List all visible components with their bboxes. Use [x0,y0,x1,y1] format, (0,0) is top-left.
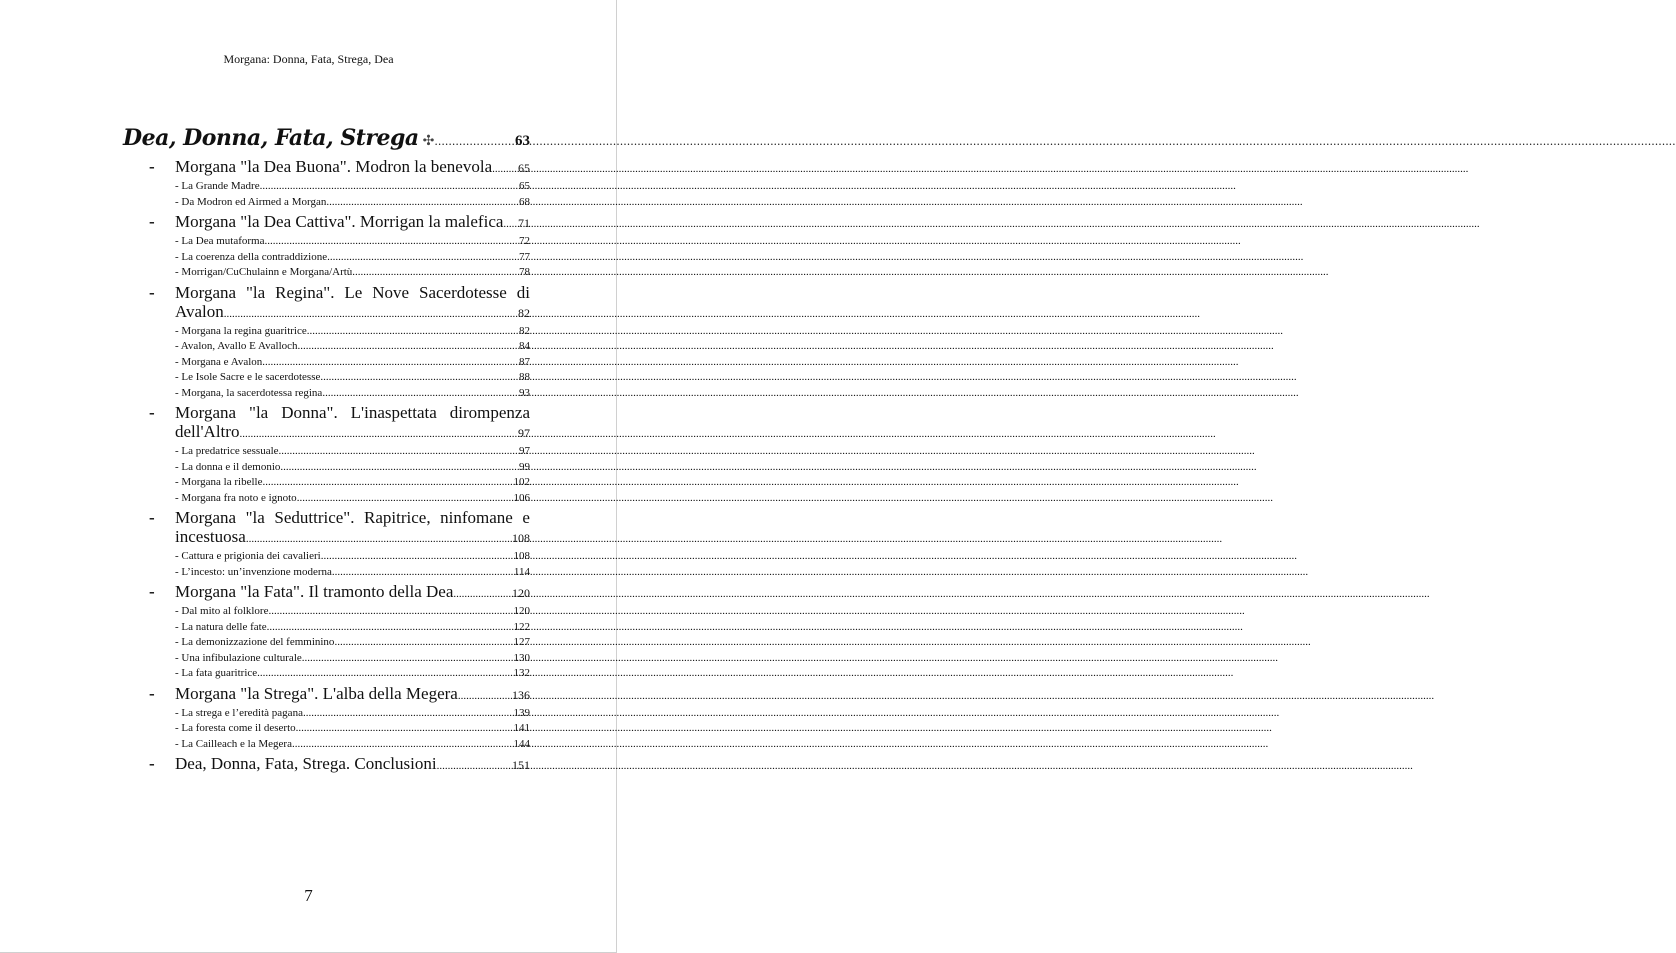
leader-dots [296,721,514,737]
subentry-page: 97 [519,445,530,457]
leader-dots [268,604,513,620]
subentry-page: 99 [519,460,530,473]
subentry-page: 106 [513,491,530,504]
chapter-dash: - [149,403,155,422]
leader-dots [246,530,512,549]
leader-dots [302,651,514,667]
toc-chapter [123,684,530,753]
toc-subentry [175,666,530,682]
chapter-dash: - [149,157,155,176]
main-entry-page: 63 [515,133,530,149]
subentry-label: - Dal mito al folklore [175,605,269,617]
leader-dots [458,687,512,706]
leader-dots [453,585,512,604]
fleuron-icon: ✣ [422,133,435,149]
subentry-label: - La demonizzazione del femminino [175,636,335,648]
subentry-label: - Morgana fra noto e ignoto [175,491,297,504]
leader-dots [297,491,514,507]
toc-subentry [175,651,530,667]
subentry-label: - La fata guaritrice [175,667,258,679]
toc-subentry [175,491,530,507]
chapter-title: Morgana "la Dea Cattiva". Morrigan la malefica [175,212,504,231]
chapter-title-line [175,527,530,549]
chapter-title-line [175,684,530,706]
leader-dots [334,635,513,651]
chapter-title-word: dirompenza [449,403,530,422]
toc-subentry [175,604,530,620]
toc-subentry [175,324,530,340]
toc-main-entry [123,125,530,155]
toc-subentry [175,549,530,565]
chapter-title-line [175,403,530,422]
leader-dots [280,460,519,476]
running-header: Morgana: Donna, Fata, Strega, Dea [223,52,394,66]
chapter-page: 136 [512,687,530,702]
subentry-page: 87 [519,355,530,368]
leader-dots [267,620,514,636]
toc-chapter [123,283,530,402]
toc-subentry [175,460,530,476]
leader-dots [224,305,518,324]
chapter-title-line [175,582,530,604]
chapter-page: 97 [518,426,530,440]
chapter-dash: - [149,282,155,302]
subentry-page: 108 [513,550,530,562]
leader-dots [262,475,513,491]
subentry-label: - La Grande Madre [175,180,260,192]
subentry-page: 77 [519,250,530,263]
leader-dots [260,179,519,195]
toc-subentry [175,234,530,250]
subentry-label: - Cattura e prigionia dei cavalieri [175,550,321,562]
chapter-title-word: ninfomane [440,508,513,527]
toc-chapter [123,212,530,281]
chapter-title: Avalon [175,301,224,321]
subentry-page: 93 [519,386,530,399]
toc-subentry [175,737,530,753]
subentry-label: - La natura delle fate [175,620,267,633]
subentry-label: - La foresta come il deserto [175,722,296,734]
subentry-label: - La donna e il demonio [175,460,281,473]
subentry-label: - Morgana, la sacerdotessa regina [175,386,323,399]
toc-chapter [123,754,530,776]
chapter-title-word: L'inaspettata [350,403,437,422]
toc-chapter [123,508,530,580]
subentry-label: - Da Modron ed Airmed a Morgan [175,195,327,208]
leader-dots [257,666,513,682]
subentry-page: 122 [513,620,530,633]
subentry-label: - La Cailleach e la Megera [175,737,292,750]
leader-dots [303,706,514,722]
leader-dots [292,737,514,753]
leader-dots [326,195,519,211]
chapter-title-line [175,212,530,234]
subentry-page: 82 [519,324,530,337]
subentry-page: 88 [519,371,530,383]
subentry-page: 68 [519,195,530,208]
chapter-title-word: Rapitrice, [364,508,431,527]
subentry-label: - Morrigan/CuChulainn e Morgana/Artù [175,266,353,278]
table-of-contents [123,125,530,776]
subentry-label: - Morgana la ribelle [175,476,263,488]
chapter-page: 82 [518,305,530,320]
subentry-page: 130 [513,651,530,664]
page-number: 7 [304,886,313,905]
chapter-dash: - [149,683,155,703]
subentry-label: - L’incesto: un’invenzione moderna [175,565,332,578]
chapter-title-word: di [516,282,530,302]
leader-dots [279,444,519,460]
main-entry-label: Dea, Donna, Fata, Strega [123,125,419,151]
subentry-label: - Le Isole Sacre e le sacerdotesse [175,371,321,383]
chapter-title: Dea, Donna, Fata, Strega. Conclusioni [175,754,437,773]
toc-subentry [175,635,530,651]
toc-subentry [175,195,530,211]
subentry-label: - La strega e l’eredità pagana [175,706,303,719]
subentry-page: 120 [513,605,530,617]
chapter-title-line [175,754,530,776]
chapter-title: Morgana "la Strega". L'alba della Megera [175,683,458,703]
leader-dots [352,265,519,281]
toc-subentry [175,386,530,402]
toc-subentry [175,339,530,355]
chapter-title: Morgana "la Fata". Il tramonto della Dea [175,582,454,601]
leader-dots [321,549,514,565]
subentry-page: 127 [513,636,530,648]
leader-dots [264,234,519,250]
chapter-title-word: Le [344,282,363,302]
chapter-title-word: Morgana [175,403,237,422]
chapter-title-word: Donna". [281,403,338,422]
subentry-label: - Morgana la regina guaritrice [175,324,307,337]
toc-subentry [175,265,530,281]
toc-chapter [123,403,530,506]
chapter-dash: - [149,754,155,773]
chapter-list [123,157,530,776]
chapter-title-line [175,302,530,324]
chapter-title-word: Regina". [275,282,335,302]
chapter-title-line [175,157,530,179]
toc-subentry [175,370,530,386]
toc-subentry [175,250,530,266]
chapter-title-line [175,283,530,302]
chapter-title-word: "la [245,282,266,302]
chapter-title-word: Morgana [175,508,237,527]
chapter-page: 151 [512,758,530,772]
chapter-title-line [175,508,530,527]
chapter-title-word: e [522,508,530,527]
chapter-title-word: Sacerdotesse [419,282,507,302]
chapter-page: 65 [518,161,530,175]
toc-subentry [175,475,530,491]
leader-dots [322,386,519,402]
chapter-title: incestuosa [175,527,246,546]
leader-dots [320,370,519,386]
toc-subentry [175,179,530,195]
subentry-page: 78 [519,266,530,278]
chapter-dash: - [149,582,155,601]
chapter-page: 71 [518,216,530,230]
leader-dots [492,160,518,179]
toc-subentry [175,444,530,460]
chapter-title: dell'Altro [175,422,240,441]
toc-subentry [175,706,530,722]
chapter-title-word: Morgana [175,282,237,302]
subentry-page: 144 [513,737,530,750]
toc-subentry [175,355,530,371]
chapter-page: 108 [512,531,530,545]
chapter-dash: - [149,508,155,527]
chapter-title-word: "la [245,508,265,527]
subentry-page: 65 [519,180,530,192]
subentry-label: - Una infibulazione culturale [175,651,302,664]
chapter-dash: - [149,212,155,231]
leader-dots [262,355,519,371]
chapter-title-line [175,422,530,444]
chapter-title-word: "la [249,403,269,422]
toc-subentry [175,620,530,636]
toc-subentry [175,565,530,581]
subentry-page: 102 [513,476,530,488]
chapter-title: Morgana "la Dea Buona". Modron la benevola [175,157,493,176]
subentry-label: - La Dea mutaforma [175,235,265,247]
leader-dots [298,339,519,355]
leader-dots [437,757,512,776]
leader-dots [332,565,514,581]
toc-subentry [175,721,530,737]
leader-dots [503,215,518,234]
chapter-page: 120 [512,586,530,600]
toc-chapter [123,157,530,210]
leader-dots [327,250,519,266]
subentry-label: - Morgana e Avalon [175,355,263,368]
subentry-page: 114 [513,565,530,578]
chapter-title-word: Nove [372,282,410,302]
leader-dots [239,425,518,444]
subentry-page: 139 [513,706,530,719]
subentry-page: 72 [519,235,530,247]
subentry-label: - La predatrice sessuale [175,445,279,457]
subentry-page: 132 [513,667,530,679]
subentry-page: 84 [519,340,530,352]
subentry-label: - La coerenza della contraddizione [175,250,328,263]
chapter-title-word: Seduttrice". [274,508,355,527]
leader-dots [307,324,519,340]
subentry-label: - Avalon, Avallo E Avalloch [175,340,298,352]
toc-chapter [123,582,530,682]
subentry-page: 141 [513,722,530,734]
